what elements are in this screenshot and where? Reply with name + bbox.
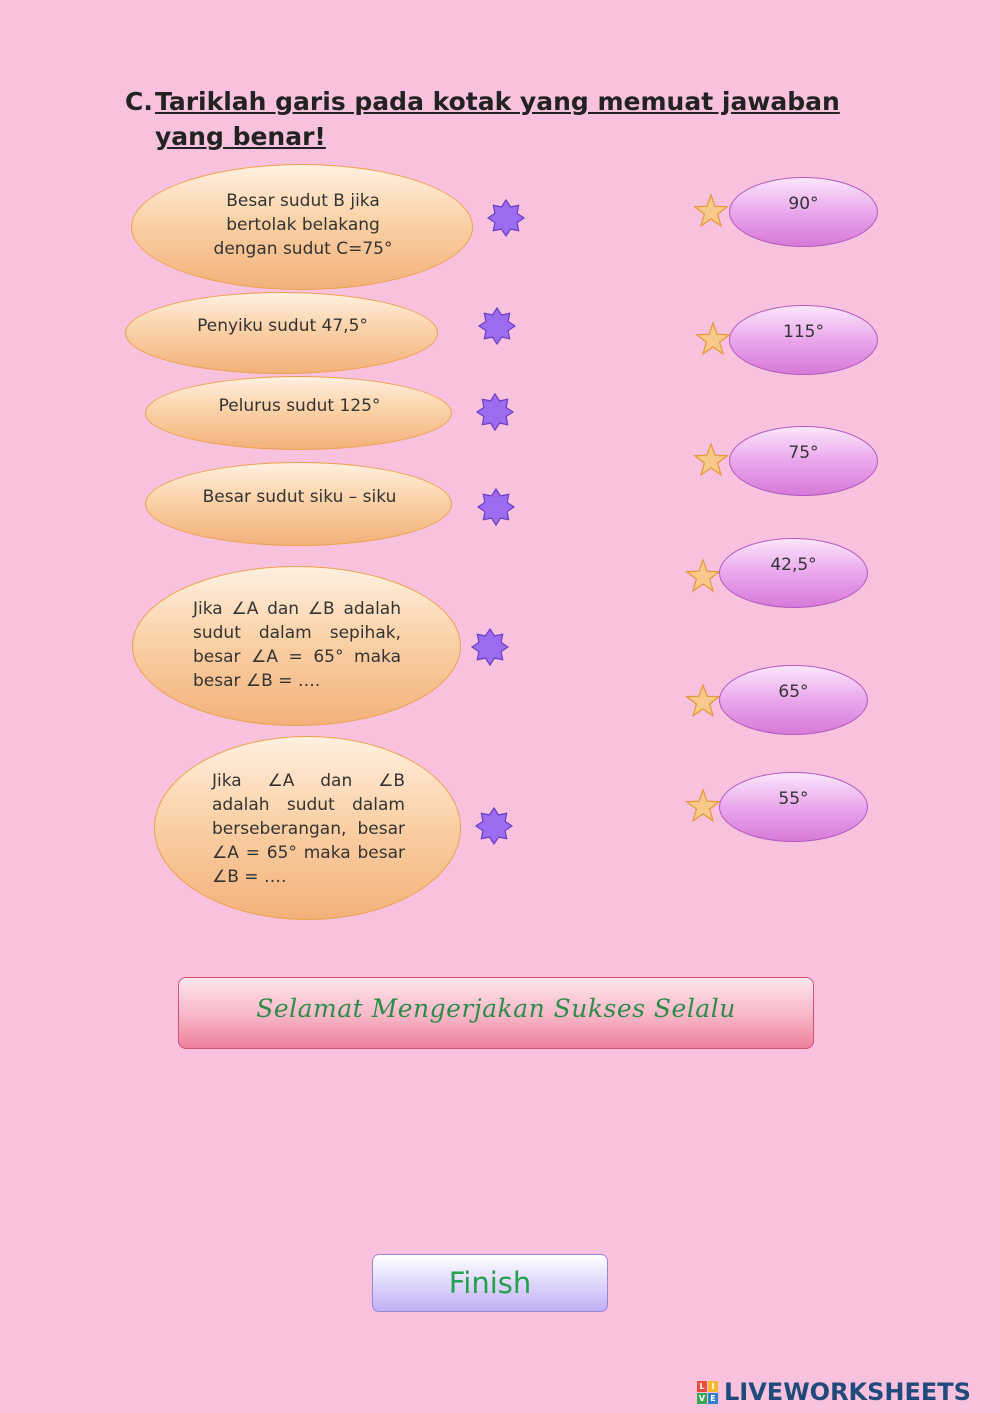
question-text: Besar sudut siku – siku xyxy=(202,487,397,507)
question-1-connector-star-icon[interactable] xyxy=(486,198,526,238)
question-oval-1 xyxy=(131,164,473,290)
question-oval-5 xyxy=(132,566,461,726)
finish-button-label: Finish xyxy=(448,1266,532,1300)
logo-badge-icon: L I V E xyxy=(697,1381,719,1405)
answer-5-connector-star-icon[interactable] xyxy=(683,682,723,722)
answer-text: 90° xyxy=(788,194,819,214)
question-6-connector-star-icon[interactable] xyxy=(474,806,514,846)
answer-oval-1 xyxy=(729,177,878,247)
question-text: Jika ∠A dan ∠B adalah sudut dalam berseberangan, besar ∠A = 65° maka besar ∠B = …. xyxy=(212,771,405,887)
answer-text: 42,5° xyxy=(770,555,817,575)
question-oval-2 xyxy=(125,292,438,374)
question-oval-3 xyxy=(145,376,452,450)
question-text: Pelurus sudut 125° xyxy=(218,396,381,416)
answer-1-connector-star-icon[interactable] xyxy=(691,192,731,232)
question-2-connector-star-icon[interactable] xyxy=(477,306,517,346)
answer-text: 55° xyxy=(778,789,809,809)
question-oval-4 xyxy=(145,462,452,546)
instruction-text: Tariklah garis pada kotak yang memuat jawaban yang benar! xyxy=(155,87,840,151)
banner-text: Selamat Mengerjakan Sukses Selalu xyxy=(256,994,736,1023)
question-text: Penyiku sudut 47,5° xyxy=(197,316,368,336)
question-4-connector-star-icon[interactable] xyxy=(476,487,516,527)
answer-oval-3 xyxy=(729,426,878,496)
answer-2-connector-star-icon[interactable] xyxy=(693,320,733,360)
answer-3-connector-star-icon[interactable] xyxy=(691,441,731,481)
answer-text: 115° xyxy=(783,322,824,342)
answer-text: 65° xyxy=(778,682,809,702)
question-text: Jika ∠A dan ∠B adalah sudut dalam sepihak, besar ∠A = 65° maka besar ∠B = …. xyxy=(193,599,401,691)
answer-6-connector-star-icon[interactable] xyxy=(683,787,723,827)
question-text: Besar sudut B jika bertolak belakang dengan sudut C=75° xyxy=(213,191,393,259)
section-letter: C. xyxy=(125,87,153,116)
finish-button[interactable] xyxy=(372,1254,608,1312)
answer-oval-2 xyxy=(729,305,878,375)
answer-oval-4 xyxy=(719,538,868,608)
answer-4-connector-star-icon[interactable] xyxy=(683,557,723,597)
answer-oval-6 xyxy=(719,772,868,842)
answer-oval-5 xyxy=(719,665,868,735)
question-5-connector-star-icon[interactable] xyxy=(470,627,510,667)
encouragement-banner xyxy=(178,977,814,1049)
question-3-connector-star-icon[interactable] xyxy=(475,392,515,432)
question-oval-6 xyxy=(154,736,461,920)
logo-text: LIVEWORKSHEETS xyxy=(724,1378,971,1406)
answer-text: 75° xyxy=(788,443,819,463)
